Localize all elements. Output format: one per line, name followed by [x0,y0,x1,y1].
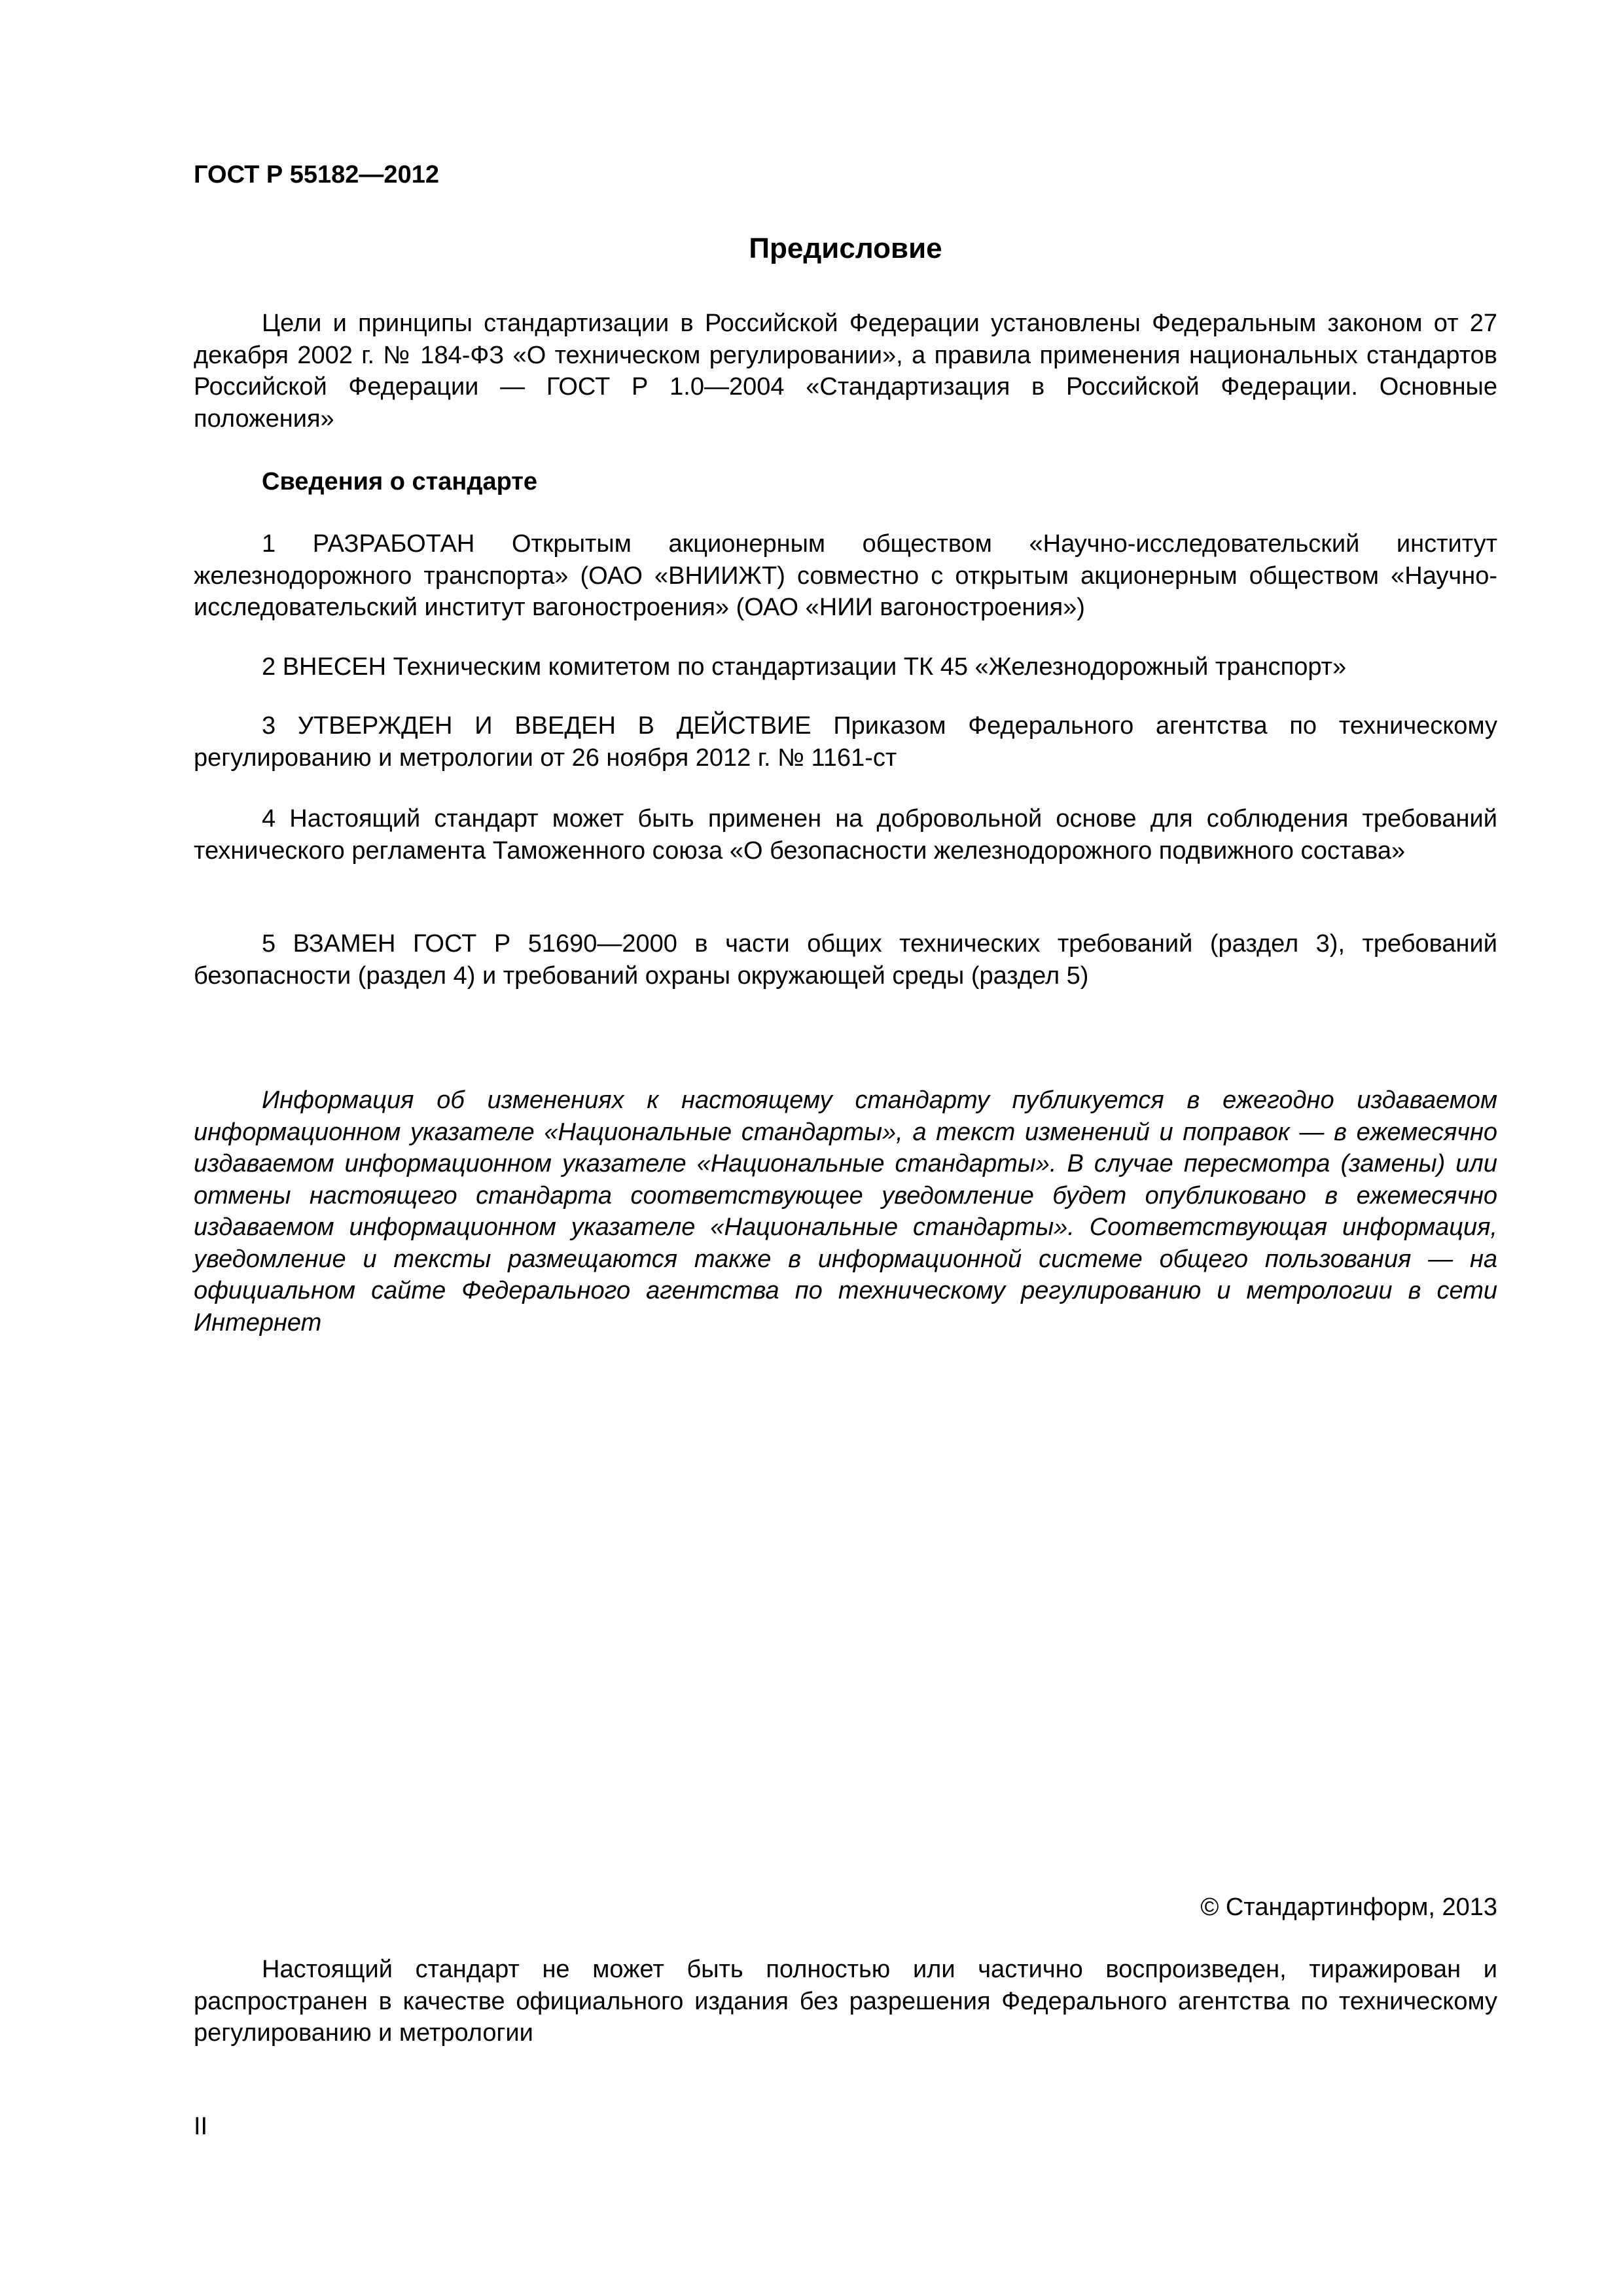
standard-info-item-4: 4 Настоящий стандарт может быть применен на добровольной основе для соблюдения требований технического регламента Таможенного союза «О безопасности железнодорожного подвижного состава» [194,805,1497,865]
changes-notice: Информация об изменениях к настоящему стандарту публикуется в ежегодно издаваемом информационном указателе «Национальные стандарты», а текст изменений и поправок — в ежемесячно издаваемом информационном указателе «Национальные стандарты». В случае пересмотра (замены) или отмены настоящего стандарта соответствующее уведомление будет опубликовано в ежемесячно издаваемом информационном указателе «Национальные стандарты». Соответствующая информация, уведомление и тексты размещаются также в информационной системе общего пользования — на официальном сайте Федерального агентства по техническому регулированию и метрологии в сети Интернет [194,1086,1497,1336]
standard-info-item-1: 1 РАЗРАБОТАН Открытым акционерным обществом «Научно-исследовательский институт железнодорожного транспорта» (ОАО «ВНИИЖТ) совместно с открытым акционерным обществом «Научно-исследовательский институт вагоностроения» (ОАО «НИИ вагоностроения») [194,530,1497,621]
page-title: Предисловие [749,232,942,264]
standard-info-item-2: 2 ВНЕСЕН Техническим комитетом по стандартизации ТК 45 «Железнодорожный транспорт» [262,653,1347,681]
standard-info-item-5: 5 ВЗАМЕН ГОСТ Р 51690—2000 в части общих технических требований (раздел 3), требований безопасности (раздел 4) и требований охраны окружающей среды (раздел 5) [194,930,1497,990]
copyright-line: © Стандартинформ, 2013 [1200,1893,1497,1921]
standard-info-heading: Сведения о стандарте [262,468,538,495]
reproduction-notice: Настоящий стандарт не может быть полностью или частично воспроизведен, тиражирован и распространен в качестве официального издания без разрешения Федерального агентства по техническому регулированию и метрологии [194,1956,1497,2047]
standard-info-item-3: 3 УТВЕРЖДЕН И ВВЕДЕН В ДЕЙСТВИЕ Приказом Федерального агентства по техническому регулированию и метрологии от 26 ноября 2012 г. № 1161-ст [194,712,1497,772]
intro-paragraph: Цели и принципы стандартизации в Российской Федерации установлены Федеральным законом от 27 декабря 2002 г. № 184-ФЗ «О техническом регулировании», а правила применения национальных стандартов Российской Федерации — ГОСТ Р 1.0—2004 «Стандартизация в Российской Федерации. Основные положения» [194,310,1497,433]
document-code: ГОСТ Р 55182—2012 [194,161,439,188]
page-number: II [194,2113,208,2140]
